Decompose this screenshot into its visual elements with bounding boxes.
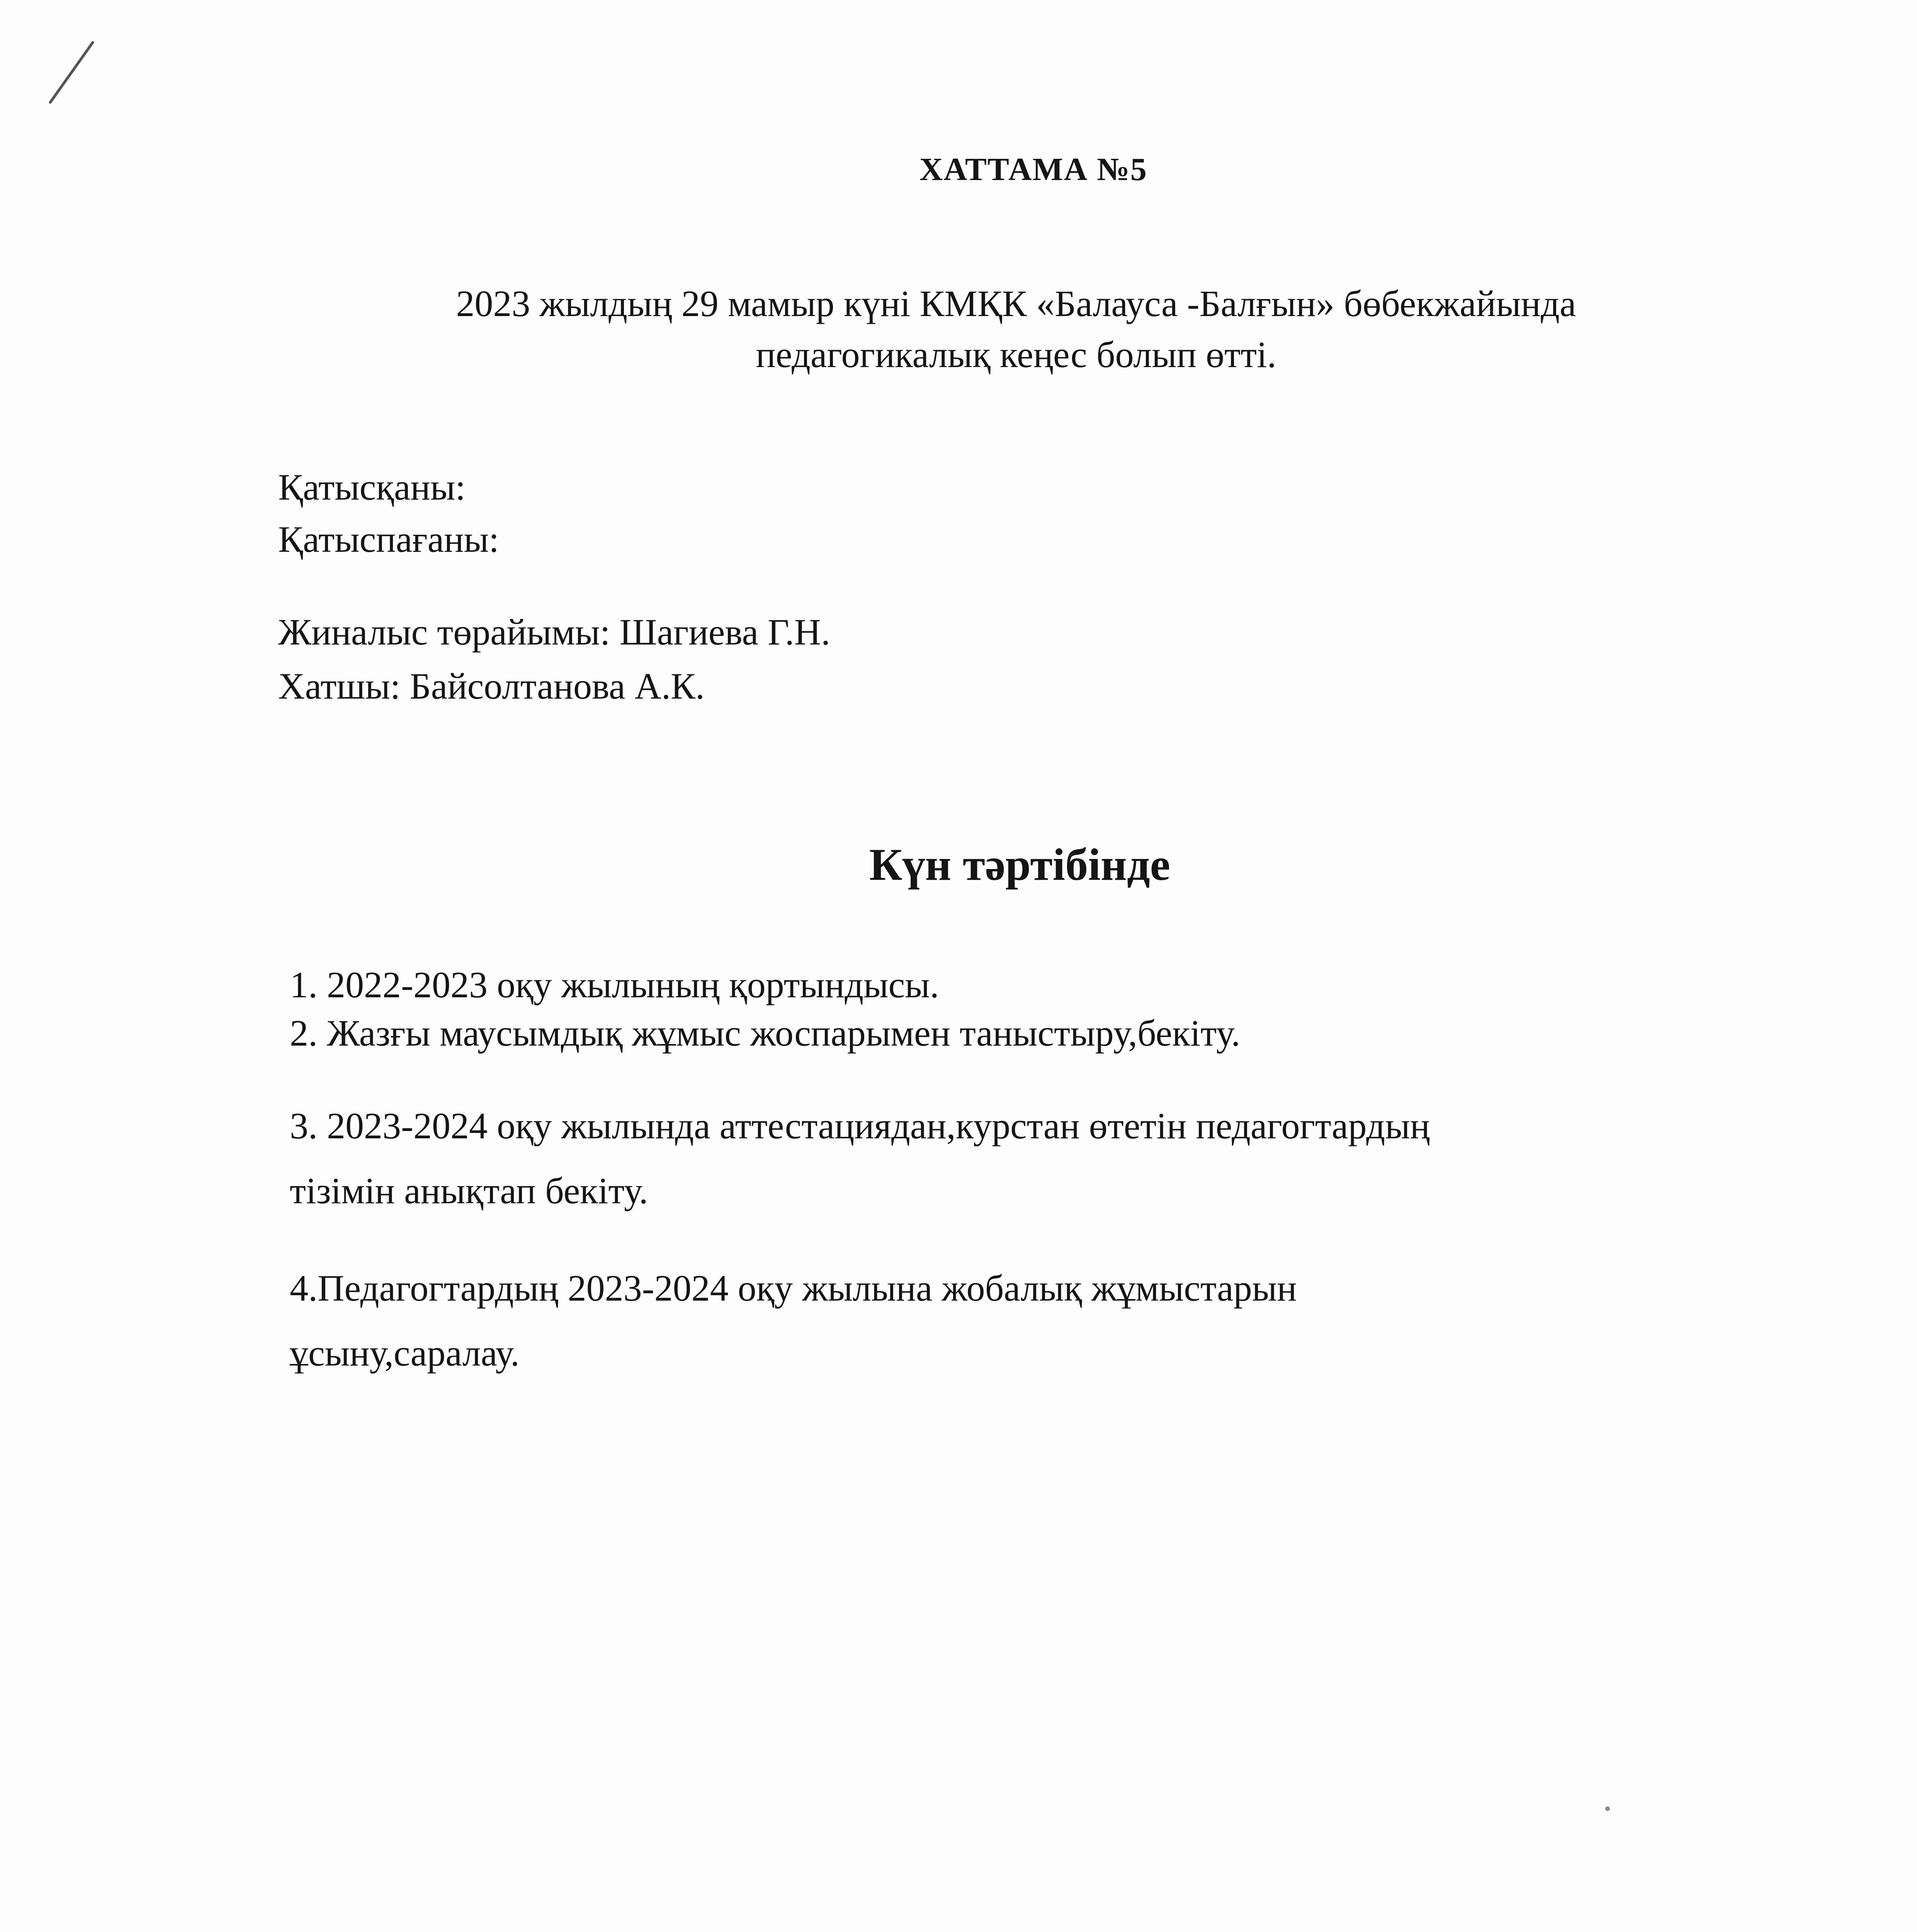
agenda-item-4 [290,1256,1297,1386]
intro-line-1: 2023 жылдың 29 мамыр күні КМҚК «Балауса -Балғын» бөбекжайында [456,283,1576,324]
scan-speck [1605,1806,1610,1811]
intro-paragraph [270,278,1762,380]
attended-label: Қатысқаны: [278,466,466,508]
agenda-item-2-text: 2. Жазғы маусымдық жұмыс жоспарымен таныстыру,бекіту. [290,1012,1241,1054]
agenda-item-3-line-1: 3. 2023-2024 оқу жылында аттестациядан,курстан өтетін педагогтардың [290,1105,1430,1146]
pen-stroke-mark [42,35,104,108]
secretary-line: Хатшы: Байсолтанова А.К. [278,665,705,707]
chair-line: Жиналыс төрайымы: Шагиева Г.Н. [278,611,831,653]
agenda-item-2 [290,1001,1240,1066]
absent-label: Қатыспағаны: [278,519,499,560]
intro-line-2: педагогикалық кеңес болып өтті. [756,334,1276,375]
document-title: ХАТТАМА №5 [919,151,1147,187]
agenda-item-4-line-1: 4.Педагогтардың 2023-2024 оқу жылына жобалық жұмыстарын [290,1267,1297,1309]
agenda-item-1-text: 1. 2022-2023 оқу жылының қортындысы. [290,964,939,1005]
agenda-item-3 [290,1094,1430,1223]
agenda-item-3-line-2: тізімін анықтап бекіту. [290,1170,648,1211]
agenda-heading: Күн тәртібінде [869,839,1171,890]
agenda-item-4-line-2: ұсыну,саралау. [290,1332,520,1374]
